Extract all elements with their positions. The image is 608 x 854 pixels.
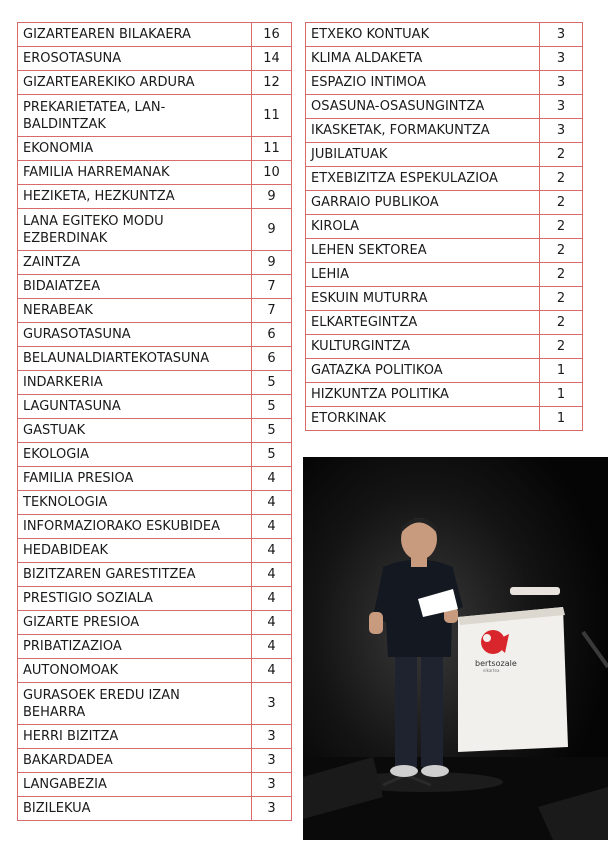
count-cell: 3: [252, 749, 292, 773]
topic-cell: EROSOTASUNA: [18, 47, 252, 71]
topic-cell: LEHIA: [306, 263, 540, 287]
count-cell: 2: [540, 215, 583, 239]
count-cell: 4: [252, 611, 292, 635]
topic-cell: NERABEAK: [18, 299, 252, 323]
topic-cell: OSASUNA-OSASUNGINTZA: [306, 95, 540, 119]
topic-frequency-table-right: [305, 22, 583, 431]
table-row: [306, 47, 583, 71]
table-row: [306, 23, 583, 47]
speaker-at-lectern-illustration: [303, 457, 608, 840]
count-cell: 7: [252, 299, 292, 323]
logo-subtext: elkartea: [483, 668, 500, 673]
count-cell: 9: [252, 251, 292, 275]
topic-cell: AUTONOMOAK: [18, 659, 252, 683]
table-row: [18, 587, 292, 611]
topic-cell: INDARKERIA: [18, 371, 252, 395]
count-cell: 6: [252, 347, 292, 371]
table-row: [18, 209, 292, 251]
count-cell: 6: [252, 323, 292, 347]
count-cell: 4: [252, 587, 292, 611]
count-cell: 5: [252, 395, 292, 419]
count-cell: 1: [540, 407, 583, 431]
count-cell: 9: [252, 185, 292, 209]
table-row: [306, 71, 583, 95]
table-row: [18, 797, 292, 821]
table-row: [306, 143, 583, 167]
count-cell: 5: [252, 419, 292, 443]
table-row: [306, 239, 583, 263]
topic-cell: BIDAIATZEA: [18, 275, 252, 299]
topic-cell: GURASOEK EREDU IZAN BEHARRA: [18, 683, 252, 725]
table-row: [306, 335, 583, 359]
table-row: [18, 23, 292, 47]
count-cell: 4: [252, 515, 292, 539]
topic-cell: FAMILIA HARREMANAK: [18, 161, 252, 185]
table-row: [18, 515, 292, 539]
table-row: [18, 323, 292, 347]
table-row: [18, 539, 292, 563]
topic-cell: HIZKUNTZA POLITIKA: [306, 383, 540, 407]
topic-cell: GATAZKA POLITIKOA: [306, 359, 540, 383]
topic-cell: GARRAIO PUBLIKOA: [306, 191, 540, 215]
topic-cell: BIZITZAREN GARESTITZEA: [18, 563, 252, 587]
count-cell: 3: [252, 683, 292, 725]
count-cell: 1: [540, 383, 583, 407]
table-row: [306, 407, 583, 431]
topic-cell: BIZILEKUA: [18, 797, 252, 821]
topic-cell: KIROLA: [306, 215, 540, 239]
topic-cell: GIZARTE PRESIOA: [18, 611, 252, 635]
topic-cell: KULTURGINTZA: [306, 335, 540, 359]
topic-cell: JUBILATUAK: [306, 143, 540, 167]
count-cell: 14: [252, 47, 292, 71]
table-row: [18, 491, 292, 515]
table-row: [18, 563, 292, 587]
count-cell: 10: [252, 161, 292, 185]
count-cell: 3: [540, 71, 583, 95]
table-body: [306, 23, 583, 431]
topic-cell: LANA EGITEKO MODU EZBERDINAK: [18, 209, 252, 251]
table-row: [18, 71, 292, 95]
count-cell: 2: [540, 143, 583, 167]
topic-cell: PRESTIGIO SOZIALA: [18, 587, 252, 611]
count-cell: 2: [540, 167, 583, 191]
count-cell: 5: [252, 443, 292, 467]
count-cell: 2: [540, 335, 583, 359]
count-cell: 16: [252, 23, 292, 47]
count-cell: 12: [252, 71, 292, 95]
count-cell: 1: [540, 359, 583, 383]
table-row: [306, 263, 583, 287]
table-row: [18, 725, 292, 749]
topic-cell: HERRI BIZITZA: [18, 725, 252, 749]
count-cell: 3: [540, 23, 583, 47]
table-row: [18, 185, 292, 209]
topic-cell: BAKARDADEA: [18, 749, 252, 773]
table-row: [18, 635, 292, 659]
table-row: [18, 395, 292, 419]
table-row: [18, 299, 292, 323]
table-row: [18, 347, 292, 371]
event-photo: [303, 457, 608, 840]
count-cell: 4: [252, 659, 292, 683]
topic-cell: ZAINTZA: [18, 251, 252, 275]
table-row: [306, 95, 583, 119]
table-row: [306, 119, 583, 143]
topic-cell: ESKUIN MUTURRA: [306, 287, 540, 311]
count-cell: 4: [252, 467, 292, 491]
topic-cell: PRIBATIZAZIOA: [18, 635, 252, 659]
count-cell: 2: [540, 239, 583, 263]
table-row: [18, 47, 292, 71]
count-cell: 2: [540, 263, 583, 287]
count-cell: 3: [252, 797, 292, 821]
table-row: [306, 383, 583, 407]
topic-cell: GIZARTEAREN BILAKAERA: [18, 23, 252, 47]
logo-text: bertsozale: [475, 659, 517, 668]
topic-cell: LANGABEZIA: [18, 773, 252, 797]
table-row: [18, 95, 292, 137]
count-cell: 4: [252, 539, 292, 563]
topic-cell: EKONOMIA: [18, 137, 252, 161]
table-row: [306, 359, 583, 383]
topic-cell: LEHEN SEKTOREA: [306, 239, 540, 263]
topic-cell: ESPAZIO INTIMOA: [306, 71, 540, 95]
count-cell: 4: [252, 635, 292, 659]
topic-cell: ETXEBIZITZA ESPEKULAZIOA: [306, 167, 540, 191]
topic-frequency-table-left: [17, 22, 292, 821]
count-cell: 7: [252, 275, 292, 299]
topic-cell: GASTUAK: [18, 419, 252, 443]
topic-cell: BELAUNALDIARTEKOTASUNA: [18, 347, 252, 371]
count-cell: 4: [252, 563, 292, 587]
topic-cell: TEKNOLOGIA: [18, 491, 252, 515]
table-row: [18, 467, 292, 491]
count-cell: 4: [252, 491, 292, 515]
count-cell: 11: [252, 95, 292, 137]
topic-cell: ETORKINAK: [306, 407, 540, 431]
topic-cell: ETXEKO KONTUAK: [306, 23, 540, 47]
table-row: [18, 137, 292, 161]
table-body: [18, 23, 292, 821]
table-row: [18, 683, 292, 725]
count-cell: 3: [252, 725, 292, 749]
table-row: [18, 659, 292, 683]
count-cell: 5: [252, 371, 292, 395]
table-row: [18, 611, 292, 635]
count-cell: 3: [540, 47, 583, 71]
topic-cell: FAMILIA PRESIOA: [18, 467, 252, 491]
topic-cell: ELKARTEGINTZA: [306, 311, 540, 335]
topic-cell: PREKARIETATEA, LAN- BALDINTZAK: [18, 95, 252, 137]
topic-cell: INFORMAZIORAKO ESKUBIDEA: [18, 515, 252, 539]
count-cell: 9: [252, 209, 292, 251]
count-cell: 2: [540, 311, 583, 335]
table-row: [306, 311, 583, 335]
table-row: [18, 371, 292, 395]
table-row: [18, 749, 292, 773]
table-row: [18, 443, 292, 467]
table-row: [306, 287, 583, 311]
table-row: [18, 773, 292, 797]
count-cell: 3: [540, 119, 583, 143]
table-row: [306, 215, 583, 239]
topic-cell: IKASKETAK, FORMAKUNTZA: [306, 119, 540, 143]
table-row: [18, 251, 292, 275]
count-cell: 2: [540, 191, 583, 215]
table-row: [306, 191, 583, 215]
table-row: [18, 419, 292, 443]
topic-cell: EKOLOGIA: [18, 443, 252, 467]
topic-cell: LAGUNTASUNA: [18, 395, 252, 419]
topic-cell: GIZARTEAREKIKO ARDURA: [18, 71, 252, 95]
count-cell: 3: [252, 773, 292, 797]
count-cell: 3: [540, 95, 583, 119]
count-cell: 11: [252, 137, 292, 161]
topic-cell: HEDABIDEAK: [18, 539, 252, 563]
topic-cell: GURASOTASUNA: [18, 323, 252, 347]
table-row: [18, 275, 292, 299]
table-row: [306, 167, 583, 191]
topic-cell: HEZIKETA, HEZKUNTZA: [18, 185, 252, 209]
count-cell: 2: [540, 287, 583, 311]
topic-cell: KLIMA ALDAKETA: [306, 47, 540, 71]
table-row: [18, 161, 292, 185]
